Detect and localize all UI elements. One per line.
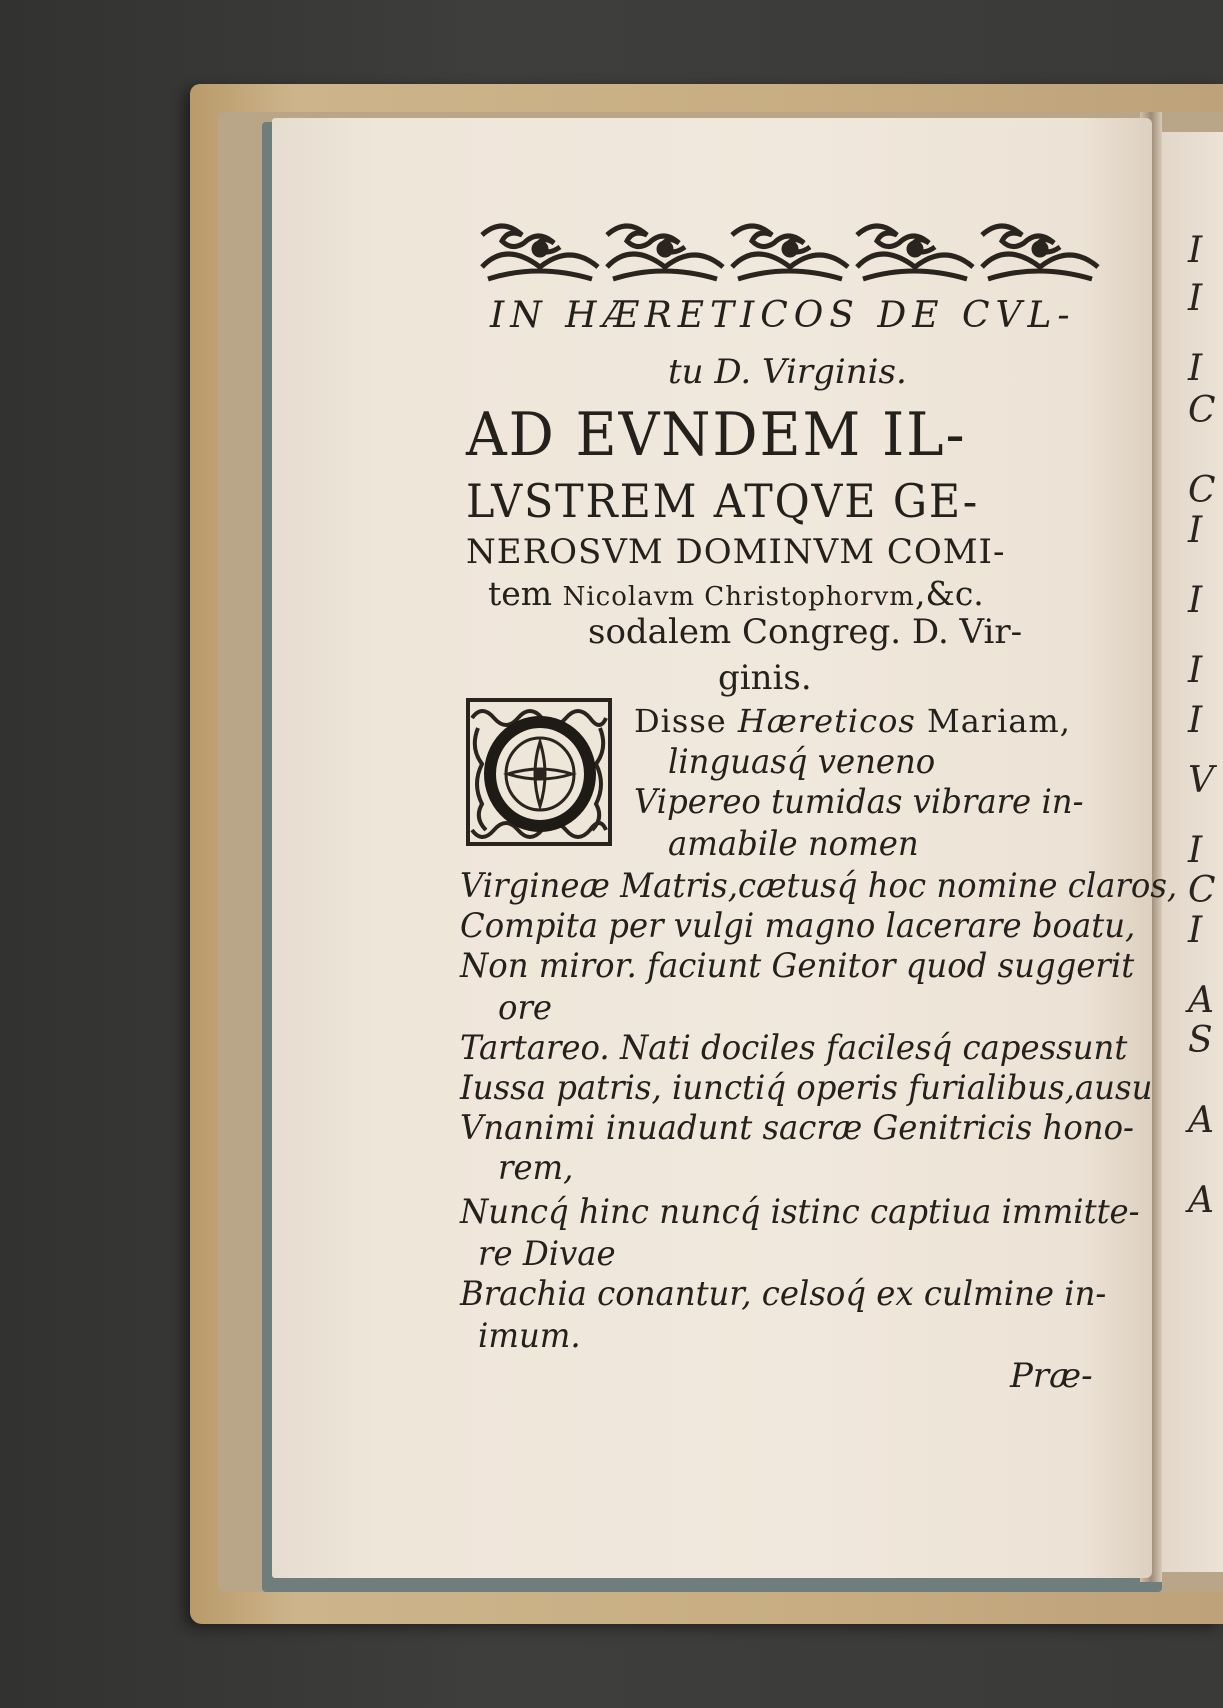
decorated-initial bbox=[466, 698, 612, 846]
verse-line-7: Non miror. faciunt Genitor quod suggerit bbox=[460, 946, 1135, 986]
verse-line-6: Compita per vulgi magno lacerare boatu, bbox=[460, 906, 1136, 946]
facing-page-letter: V bbox=[1188, 760, 1214, 801]
verse-line-1 bbox=[634, 702, 1071, 740]
facing-page-letter: I bbox=[1188, 230, 1203, 271]
ornament-dot bbox=[1034, 243, 1046, 255]
facing-page-letter: S bbox=[1188, 1020, 1213, 1061]
facing-page-letter: I bbox=[1188, 348, 1203, 389]
verse-line-12: rem, bbox=[498, 1148, 574, 1188]
title-line-4c: ,&c. bbox=[914, 574, 984, 613]
ornament-dot bbox=[784, 243, 796, 255]
verse-line-2: linguasq́ veneno bbox=[668, 742, 936, 782]
facing-page-letter: C bbox=[1188, 870, 1216, 911]
catchword: Præ- bbox=[1010, 1356, 1093, 1396]
verse-line-1a: Disse bbox=[634, 702, 727, 740]
facing-page-letter: A bbox=[1188, 1100, 1214, 1141]
ornament-dot bbox=[909, 243, 921, 255]
facing-page-letter: I bbox=[1188, 700, 1203, 741]
title-line-3: NEROSVM DOMINVM COMI- bbox=[466, 532, 1006, 572]
verse-line-8: ore bbox=[498, 988, 553, 1028]
title-line-4 bbox=[488, 574, 984, 613]
verse-line-1b: Hæreticos bbox=[737, 702, 916, 740]
verse-line-3: Vipereo tumidas vibrare in- bbox=[634, 782, 1084, 822]
facing-page-letter: A bbox=[1188, 980, 1214, 1021]
facing-page-letter: A bbox=[1188, 1180, 1214, 1221]
facing-page-letter: C bbox=[1188, 470, 1216, 511]
facing-page-letter: C bbox=[1188, 390, 1216, 431]
facing-page-letter: I bbox=[1188, 580, 1203, 621]
title-line-2: LVSTREM ATQVE GE- bbox=[466, 474, 980, 528]
verse-line-14: re Divae bbox=[478, 1234, 616, 1274]
ornament-dot bbox=[659, 243, 671, 255]
ornamental-headpiece bbox=[478, 215, 1104, 285]
title-line-6: ginis. bbox=[718, 658, 812, 698]
verse-line-16: imum. bbox=[478, 1316, 581, 1356]
facing-page-letter: I bbox=[1188, 650, 1203, 691]
verse-line-4: amabile nomen bbox=[668, 824, 919, 864]
title-line-4a: tem bbox=[488, 574, 553, 613]
title-line-1: AD EVNDEM IL- bbox=[466, 400, 967, 470]
verse-line-13: Nuncq́ hinc nuncq́ istinc captiua immitte- bbox=[460, 1192, 1140, 1232]
ornament-dot bbox=[534, 243, 546, 255]
title-line-5: sodalem Congreg. D. Vir- bbox=[588, 612, 1023, 652]
title-names: Nicolavm Christophorvm bbox=[562, 582, 915, 612]
facing-page-letter: I bbox=[1188, 910, 1203, 951]
verse-line-1c: Mariam, bbox=[926, 702, 1071, 740]
facing-page-letter: I bbox=[1188, 510, 1203, 551]
heading-line-2: tu D. Virginis. bbox=[668, 352, 907, 392]
verse-line-9: Tartareo. Nati dociles facilesq́ capessunt bbox=[460, 1028, 1128, 1068]
heading-line-1: IN HÆRETICOS DE CVL- bbox=[490, 295, 1076, 336]
facing-page-letter: I bbox=[1188, 830, 1203, 871]
verse-line-5: Virgineæ Matris,cætusq́ hoc nomine claros, bbox=[460, 866, 1178, 906]
verse-line-15: Brachia conantur, celsoq́ ex culmine in- bbox=[460, 1274, 1107, 1314]
verse-line-10: Iussa patris, iunctiq́ operis furialibus,ausu bbox=[460, 1068, 1153, 1108]
verse-line-11: Vnanimi inuadunt sacræ Genitricis hono- bbox=[460, 1108, 1134, 1148]
facing-page-letter: I bbox=[1188, 278, 1203, 319]
